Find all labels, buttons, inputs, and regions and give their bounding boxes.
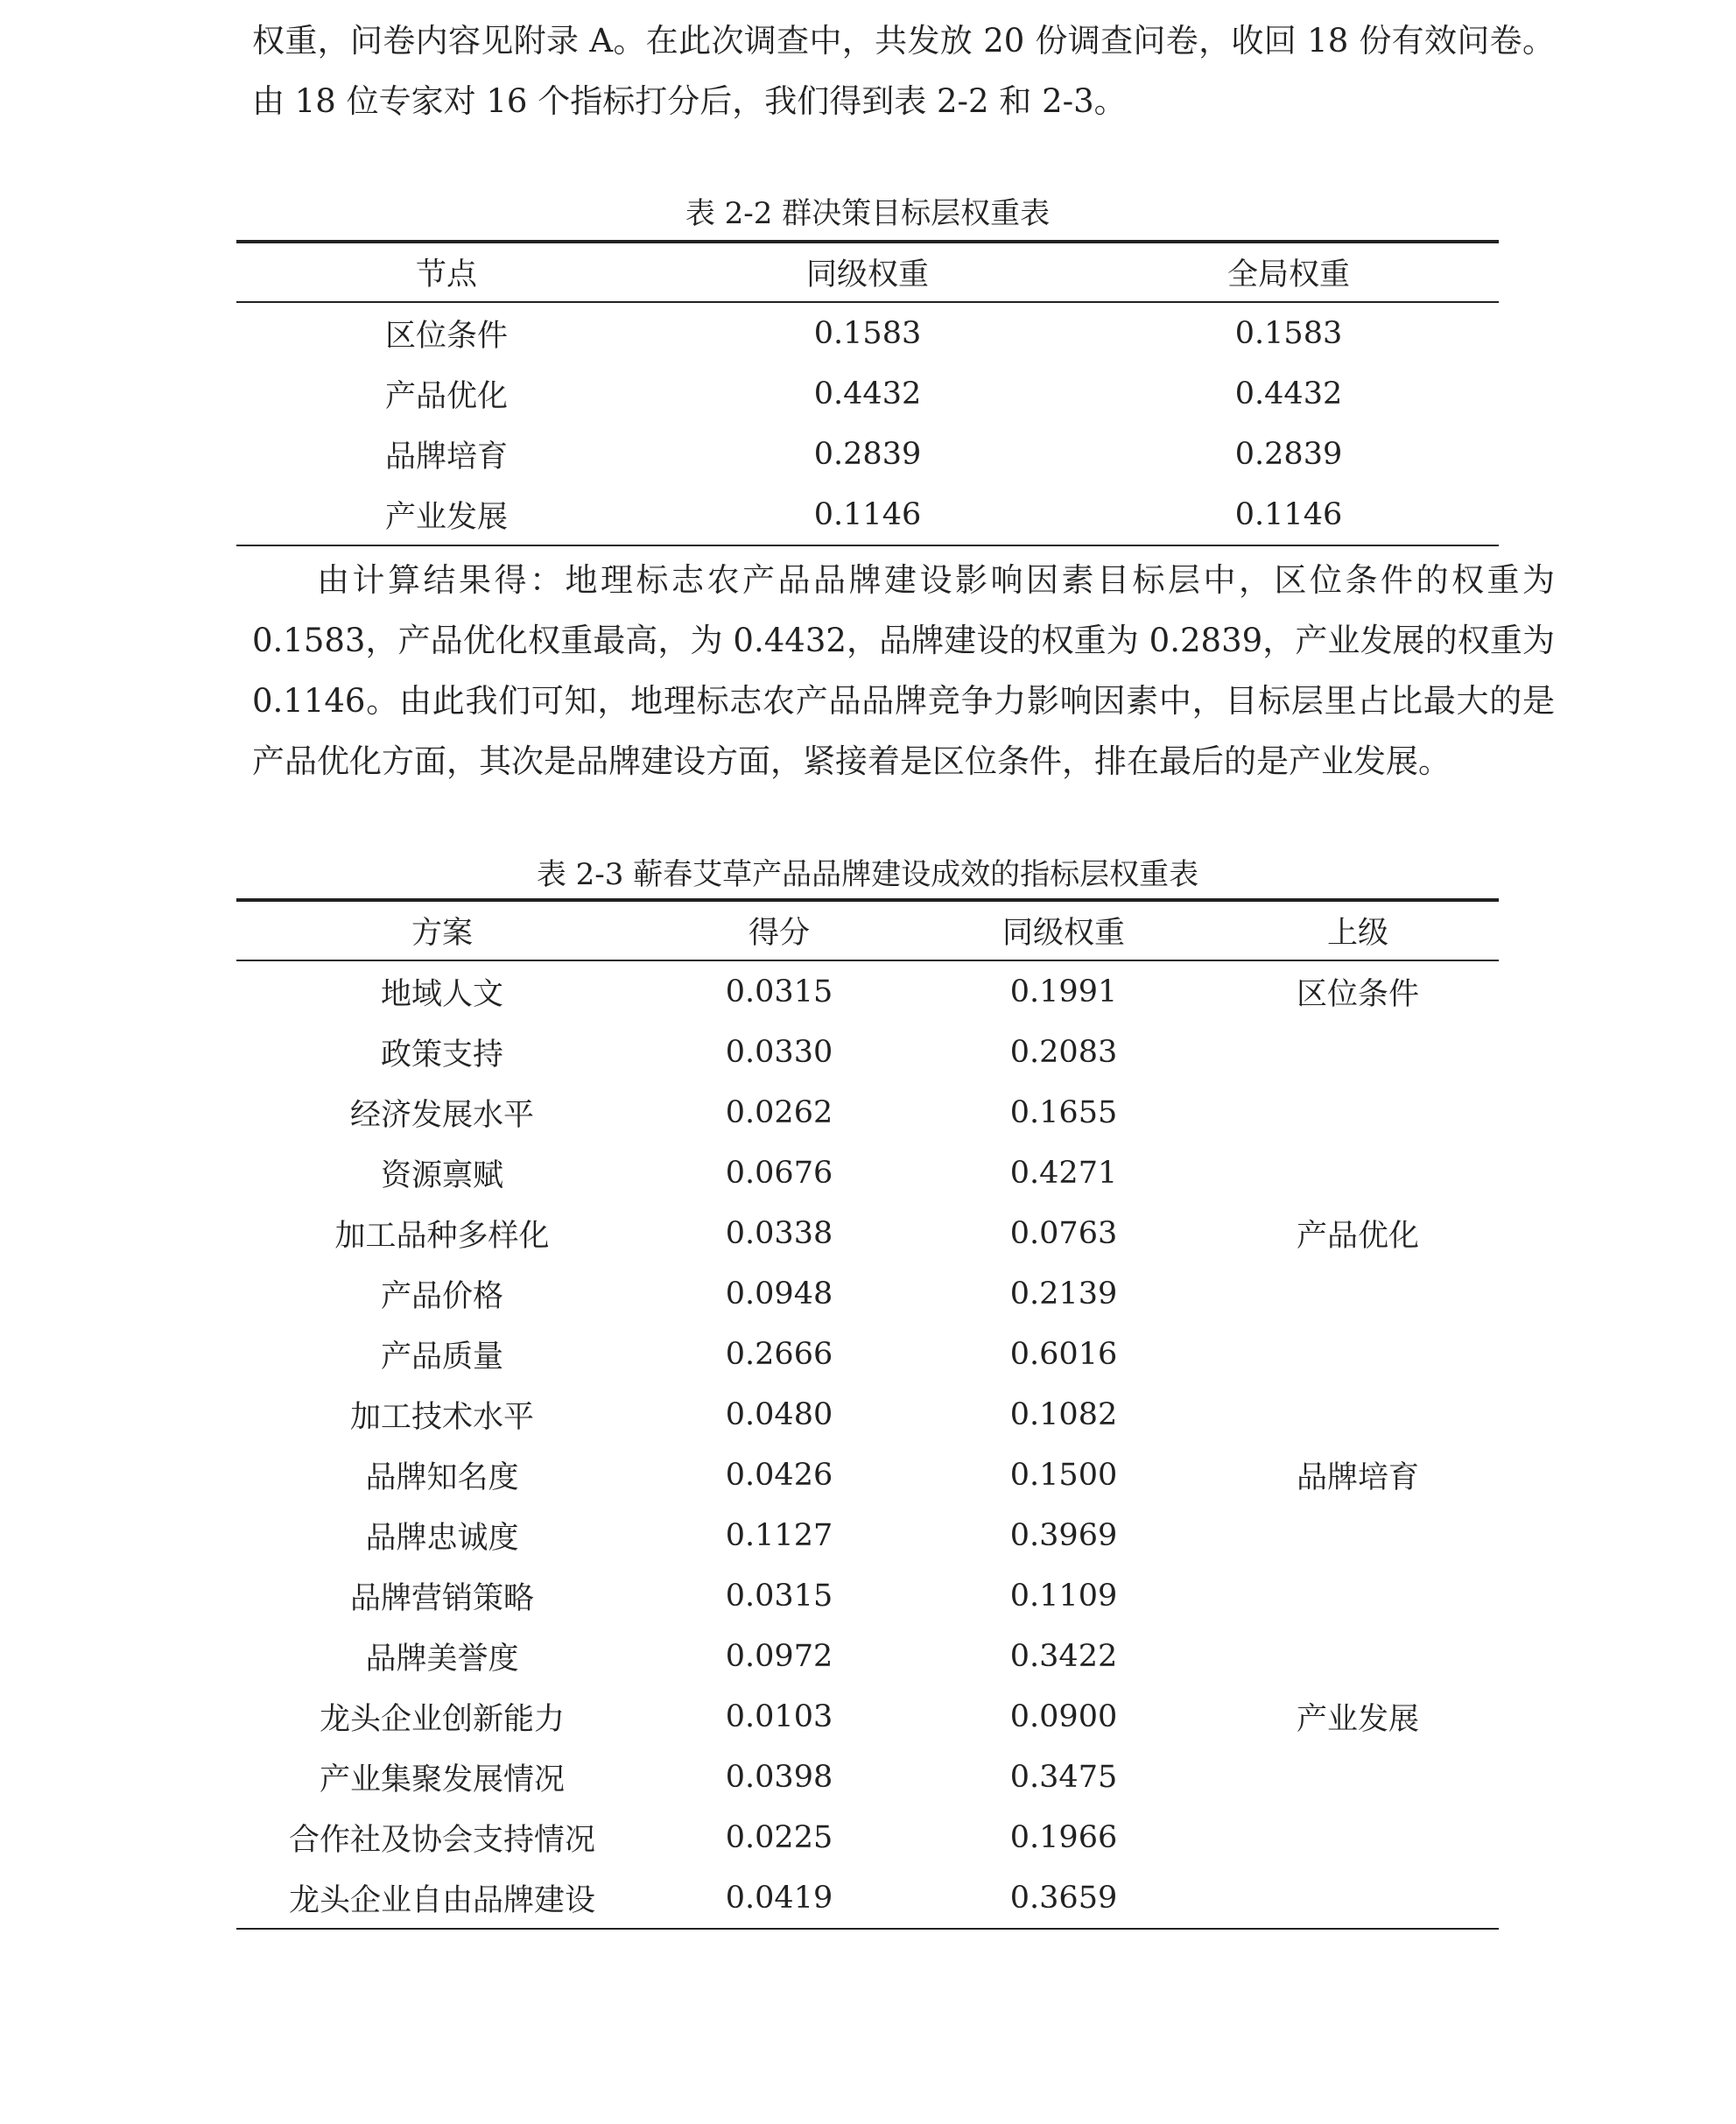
table-row [236,1082,1499,1143]
table-cell: 0.4271 [1009,1155,1118,1191]
table-cell: 区位条件 [1296,976,1419,1012]
table-row [236,1505,1499,1565]
column-header-parent: 上级 [1217,900,1499,960]
column-header-score: 得分 [648,900,910,960]
table-cell: 0.1966 [1009,1819,1118,1855]
table-cell: 0.0763 [1009,1215,1118,1251]
table-cell: 0.0480 [725,1396,833,1432]
table-cell: 龙头企业自由品牌建设 [288,1882,595,1918]
table-row [236,1143,1499,1203]
table-cell: 0.4432 [1234,376,1343,411]
column-header-local-weight: 同级权重 [657,242,1079,302]
table-cell [1217,1505,1499,1565]
table-cell: 0.1500 [1009,1457,1118,1493]
column-header-global-weight: 全局权重 [1079,242,1499,302]
table-header-row [236,900,1499,960]
table-cell: 龙头企业创新能力 [319,1701,565,1737]
table-cell: 0.0315 [725,974,833,1009]
table-header-row [236,242,1499,302]
table-cell: 产品质量 [380,1339,503,1375]
table-cell: 0.3659 [1009,1880,1118,1916]
table-cell: 0.6016 [1009,1336,1118,1372]
table-cell: 0.0426 [725,1457,833,1493]
table-cell: 0.0948 [725,1276,833,1312]
table-row [236,1324,1499,1384]
indicator-table-body [236,960,1499,1929]
table-row [236,424,1499,484]
column-header-node: 节点 [236,242,657,302]
table-cell: 0.0103 [725,1698,833,1734]
table-cell: 0.0315 [725,1578,833,1614]
table-cell: 0.1583 [813,315,922,351]
table-cell: 0.3475 [1009,1759,1118,1795]
table-row [236,1263,1499,1324]
table-row [236,1384,1499,1445]
table-cell: 0.2839 [1234,436,1343,472]
table-row [236,1807,1499,1867]
table-cell [1217,1324,1499,1384]
table-cell: 品牌忠诚度 [365,1520,519,1556]
table-cell: 0.0338 [725,1215,833,1251]
table-row [236,1626,1499,1686]
table-cell: 政策支持 [380,1037,503,1073]
column-header-scheme: 方案 [236,900,648,960]
table-row [236,363,1499,424]
table-2-2-caption: 表 2-2 群决策目标层权重表 [685,196,1051,231]
table-cell: 0.0419 [725,1880,833,1916]
table-cell: 品牌美誉度 [365,1641,519,1677]
table-cell: 0.0900 [1009,1698,1118,1734]
table-cell [1217,1082,1499,1143]
table-cell: 品牌培育 [1296,1459,1419,1495]
table-cell: 经济发展水平 [349,1097,534,1133]
table-cell: 品牌营销策略 [349,1580,534,1616]
table-cell: 0.1991 [1009,974,1118,1009]
table-cell: 资源禀赋 [380,1157,503,1193]
table-cell: 0.1082 [1009,1396,1118,1432]
table-cell: 合作社及协会支持情况 [288,1822,595,1858]
table-cell: 产品价格 [380,1278,503,1314]
table-cell [1217,1807,1499,1867]
table-cell: 0.2666 [725,1336,833,1372]
table-cell [1217,1747,1499,1807]
table-cell: 加工品种多样化 [334,1218,550,1254]
table-cell: 0.1127 [725,1517,833,1553]
table-cell: 0.4432 [813,376,922,411]
table-row [236,1022,1499,1082]
table-cell: 0.0225 [725,1819,833,1855]
table-cell: 加工技术水平 [349,1399,534,1435]
table-cell: 品牌知名度 [365,1459,519,1495]
table-cell: 0.3422 [1009,1638,1118,1674]
table-row [236,1686,1499,1747]
target-layer-weight-table [236,240,1499,546]
table-cell: 0.1583 [1234,315,1343,351]
table-cell: 0.0676 [725,1155,833,1191]
table-row [236,1565,1499,1626]
table-row [236,1203,1499,1263]
table-2-3-caption: 表 2-3 蕲春艾草产品品牌建设成效的指标层权重表 [536,857,1199,892]
table-cell: 0.1109 [1009,1578,1118,1614]
table-cell: 0.1655 [1009,1094,1118,1130]
table-cell [1217,1263,1499,1324]
table-cell: 0.2139 [1009,1276,1118,1312]
table-row [236,1867,1499,1929]
table-cell [1217,1143,1499,1203]
table-cell: 0.0330 [725,1034,833,1070]
table-row [236,302,1499,363]
indicator-layer-weight-table [236,898,1499,1930]
table-cell: 产业发展 [1296,1701,1419,1737]
table-cell: 0.0972 [725,1638,833,1674]
table-cell: 品牌培育 [384,439,508,475]
table-cell: 区位条件 [384,318,508,354]
table-cell [1217,1626,1499,1686]
table-cell: 地域人文 [380,976,503,1012]
table-cell: 0.0398 [725,1759,833,1795]
table-cell: 产品优化 [384,378,508,414]
table-cell: 产业发展 [384,499,508,535]
table-row [236,1747,1499,1807]
table-cell [1217,1022,1499,1082]
table-cell: 产品优化 [1296,1218,1419,1254]
table-cell: 0.3969 [1009,1517,1118,1553]
column-header-local-weight: 同级权重 [910,900,1217,960]
table-cell: 0.1146 [813,496,922,532]
table-row [236,1445,1499,1505]
table-cell: 0.2083 [1009,1034,1118,1070]
table-cell: 产业集聚发展情况 [319,1762,565,1797]
intro-paragraph: 权重，问卷内容见附录 A。在此次调查中，共发放 20 份调查问卷，收回 18 份有效问卷。由 18 位专家对 16 个指标打分后，我们得到表 2-2 和 2-3。 [252,22,1555,120]
table-cell [1217,1384,1499,1445]
table-cell: 0.1146 [1234,496,1343,532]
table-cell: 0.0262 [725,1094,833,1130]
analysis-paragraph: 由计算结果得：地理标志农产品品牌建设影响因素目标层中，区位条件的权重为 0.1583，产品优化权重最高，为 0.4432，品牌建设的权重为 0.2839，产业发展的权重为 0.1146。由此我们可知，地理标志农产品品牌竞争力影响因素中，目标层里占比最大的是产品优化方面，其次是品牌建设方面，紧接着是区位条件，排在最后的是产业发展。 [252,561,1555,780]
table-cell [1217,1565,1499,1626]
table-cell [1217,1867,1499,1929]
table-row [236,484,1499,545]
table-row [236,960,1499,1022]
table-cell: 0.2839 [813,436,922,472]
